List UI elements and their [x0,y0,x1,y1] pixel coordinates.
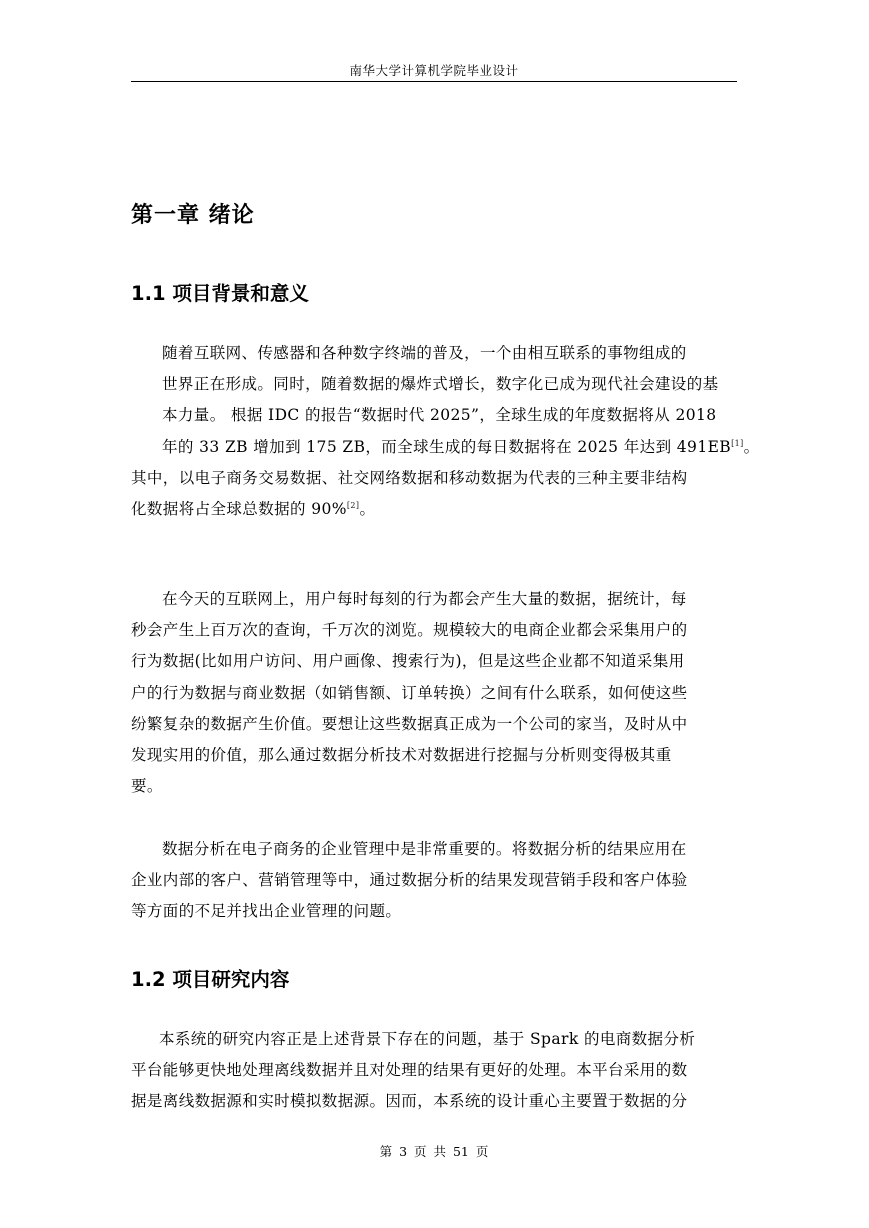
paragraph-line: 纷繁复杂的数据产生价值。要想让这些数据真正成为一个公司的家当，及时从中 [131,714,688,733]
paragraph-research-content [131,1024,737,1118]
paragraph-line: 等方面的不足并找出企业管理的问题。 [131,902,402,921]
paragraph-line: 发现实用的价值，那么通过数据分析技术对数据进行挖掘与分析则变得极其重 [131,746,672,765]
section-1-1-title: 1.1 项目背景和意义 [131,282,309,305]
paragraph-text: 年的 33 ZB 增加到 175 ZB，而全球生成的每日数据将在 2025 年达到 491EB [162,437,732,456]
paragraph-background-2 [131,584,737,802]
paragraph-line: 秒会产生上百万次的查询，千万次的浏览。规模较大的电商企业都会采集用户的 [131,621,688,640]
paragraph-line: 户的行为数据与商业数据（如销售额、订单转换）之间有什么联系，如何使这些 [131,683,688,702]
paragraph-line: 随着互联网、传感器和各种数字终端的普及，一个由相互联系的事物组成的 [162,344,687,362]
paragraph-text: 化数据将占全球总数据的 90% [131,500,347,519]
paragraph-line: 企业内部的客户、营销管理等中，通过数据分析的结果发现营销手段和客户体验 [131,871,688,890]
paragraph-line [100,494,737,525]
paragraph-line: 本系统的研究内容正是上述背景下存在的问题，基于 Spark 的电商数据分析 [159,1030,696,1048]
citation-1: [1] [731,438,744,448]
header-rule [131,81,737,82]
paragraph-background-1 [131,338,760,525]
paragraph-line: 要。 [131,777,163,796]
paragraph-line: 世界正在形成。同时，随着数据的爆炸式增长，数字化已成为现代社会建设的基 [162,375,719,394]
paragraph-text: 。 [359,500,376,519]
paragraph-line: 本力量。 根据 IDC 的报告“数据时代 2025”，全球生成的年度数据将从 2018 [162,406,717,425]
page-number: 第 3 页 共 51 页 [379,1144,489,1159]
section-1-2-title: 1.2 项目研究内容 [131,968,290,991]
paragraph-line: 数据分析在电子商务的企业管理中是非常重要的。将数据分析的结果应用在 [162,840,687,858]
page-header: 南华大学计算机学院毕业设计 [349,63,519,78]
paragraph-line: 行为数据(比如用户访问、用户画像、搜索行为)，但是这些企业都不知道采集用 [131,652,685,671]
paragraph-line: 平台能够更快地处理离线数据并且对处理的结果有更好的处理。本平台采用的数 [131,1061,688,1080]
paragraph-line [131,432,760,463]
paragraph-line: 据是离线数据源和实时模拟数据源。因而，本系统的设计重心主要置于数据的分 [131,1092,688,1111]
paragraph-line: 其中，以电子商务交易数据、社交网络数据和移动数据为代表的三种主要非结构 [131,468,688,487]
citation-2: [2] [346,501,360,511]
chapter-title: 第一章 绪论 [131,203,255,228]
paragraph-background-3 [131,834,737,928]
paragraph-text: 。 [743,437,760,456]
paragraph-line: 在今天的互联网上，用户每时每刻的行为都会产生大量的数据，据统计，每 [162,590,687,608]
